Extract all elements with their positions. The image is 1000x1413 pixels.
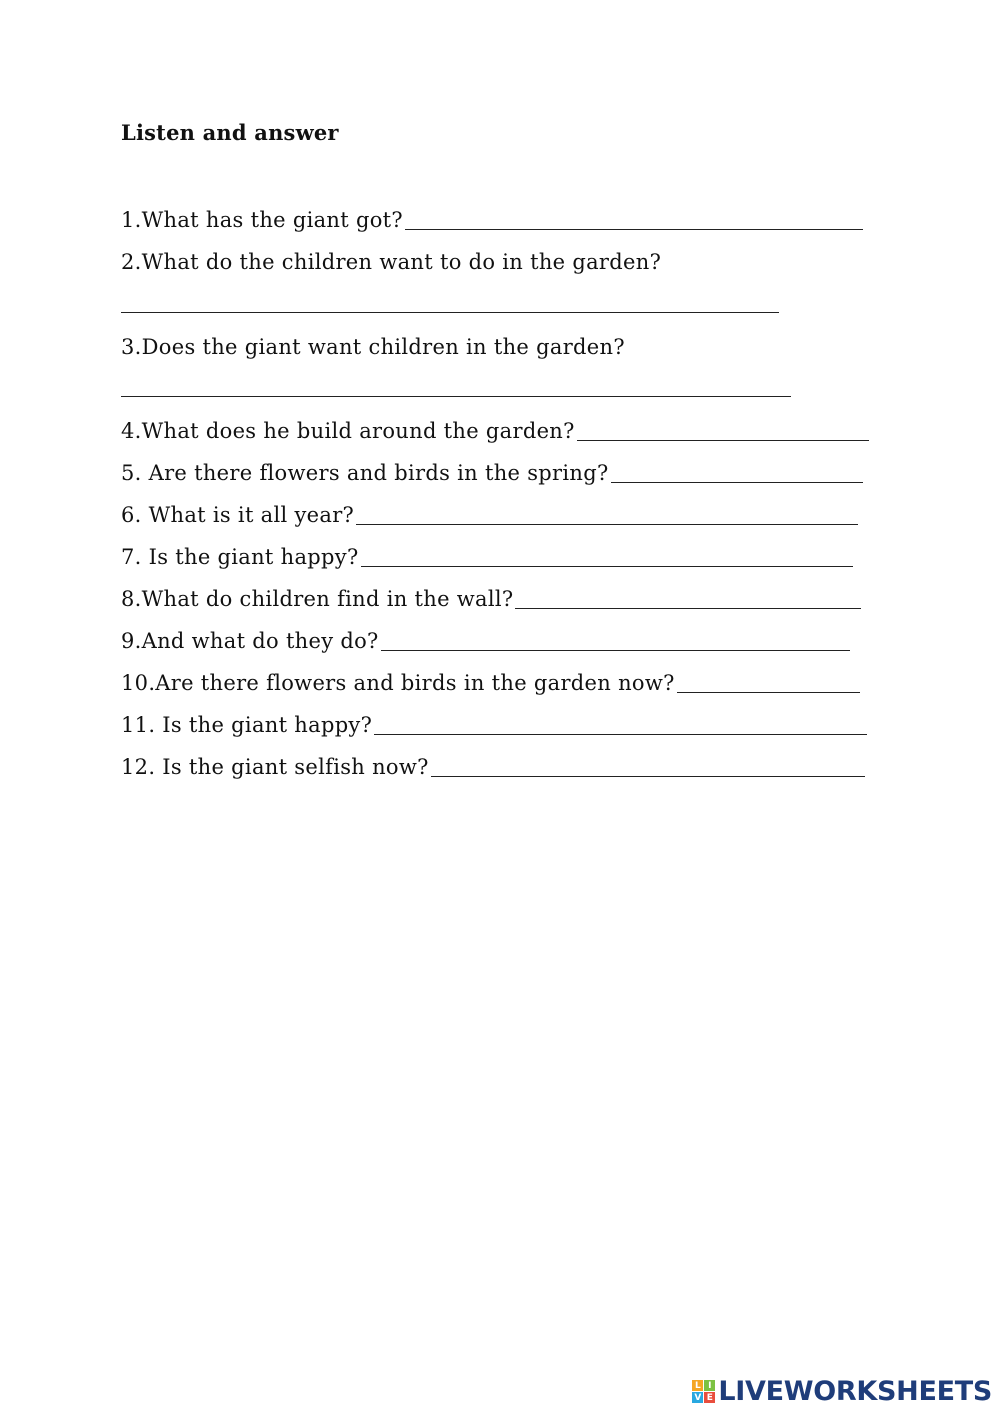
answer-line[interactable]	[121, 396, 791, 397]
answer-line[interactable]	[381, 650, 850, 651]
answer-line[interactable]	[577, 440, 869, 441]
question-2	[121, 245, 661, 275]
liveworksheets-logo[interactable]	[692, 1376, 992, 1407]
question-8	[121, 582, 861, 612]
question-text: 11. Is the giant happy?	[121, 713, 373, 737]
answer-line[interactable]	[431, 776, 865, 777]
question-3	[121, 330, 625, 360]
question-text: 8.What do children find in the wall?	[121, 587, 514, 611]
question-7	[121, 540, 853, 570]
question-5	[121, 456, 863, 486]
logo-letter: L	[692, 1380, 703, 1391]
answer-line[interactable]	[405, 229, 863, 230]
answer-line[interactable]	[356, 524, 858, 525]
worksheet-title: Listen and answer	[121, 120, 339, 145]
answer-line[interactable]	[374, 734, 867, 735]
answer-line[interactable]	[121, 312, 779, 313]
question-9	[121, 624, 850, 654]
question-text: 4.What does he build around the garden?	[121, 419, 575, 443]
question-text: 7. Is the giant happy?	[121, 545, 359, 569]
answer-line[interactable]	[611, 482, 863, 483]
question-text: 5. Are there flowers and birds in the spring?	[121, 461, 609, 485]
question-text: 12. Is the giant selfish now?	[121, 755, 429, 779]
question-text: 10.Are there flowers and birds in the garden now?	[121, 671, 675, 695]
question-text: 2.What do the children want to do in the garden?	[121, 250, 662, 274]
question-text: 6. What is it all year?	[121, 503, 355, 527]
logo-mark-icon	[692, 1380, 715, 1403]
logo-letter: E	[704, 1392, 715, 1403]
answer-line[interactable]	[361, 566, 854, 567]
question-12	[121, 750, 865, 780]
logo-letter: I	[704, 1380, 715, 1391]
question-4	[121, 414, 869, 444]
question-6	[121, 498, 858, 528]
answer-line[interactable]	[515, 608, 861, 609]
question-10	[121, 666, 860, 696]
question-text: 9.And what do they do?	[121, 629, 379, 653]
answer-line[interactable]	[677, 692, 860, 693]
question-text: 1.What has the giant got?	[121, 208, 403, 232]
logo-letter: V	[692, 1392, 703, 1403]
question-text: 3.Does the giant want children in the garden?	[121, 335, 625, 359]
question-11	[121, 708, 867, 738]
brand-name: LIVEWORKSHEETS	[718, 1376, 992, 1407]
question-1	[121, 203, 863, 233]
